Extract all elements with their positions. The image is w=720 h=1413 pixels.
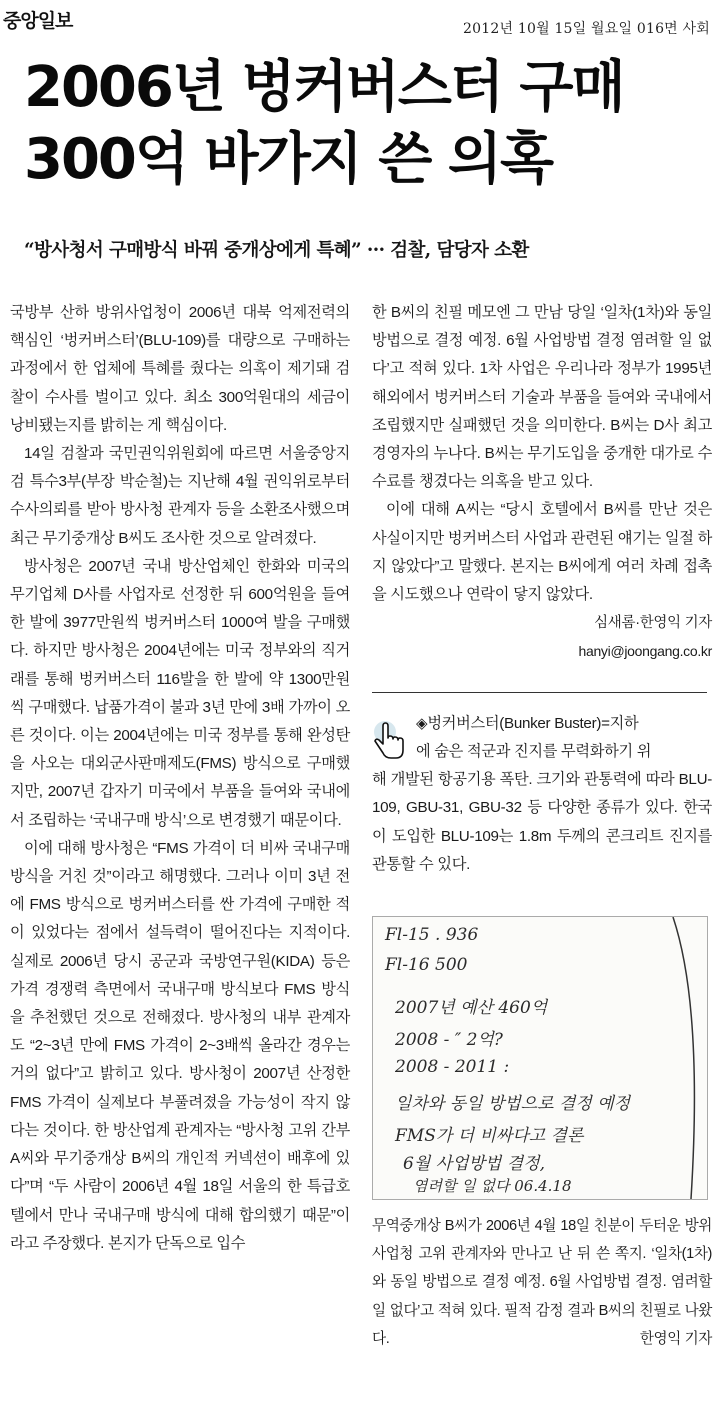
caption-text: 무역중개상 B씨가 2006년 4월 18일 친분이 두터운 방위사업청 고위 관계자와 만나고 난 뒤 쓴 쪽지. ‘일차(1차)와 동일 방법으로 결정 예정. 6월 사업방법 결정. 염려할 일 없다’고 적혀 있다. 필적 감정 결과 B씨의 친필로 나왔다. [372,1218,712,1347]
handwritten-memo-photo [372,916,708,1200]
section-divider [372,692,707,693]
memo-line: Fl-16 500 [385,955,468,975]
glossary-line-1: ◈벙커버스터(Bunker Buster)=지하 [416,715,639,732]
article-paragraph: 이에 대해 방사청은 “FMS 가격이 더 비싸 국내구매 방식을 거친 것”이라고 해명했다. 그러나 이미 3년 전에 FMS 방식으로 벙커버스터를 싼 가격에 구매한 적이 있었다는 점에서 설득력이 떨어진다는 지적이다. 실제로 2006년 당시 공군과 국방연구원(KIDA) 등은 가격 경쟁력 측면에서 국내구매 방식보다 FMS 방식을 추천했던 것으로 전해졌다. 방사청의 내부 관계자도 “2~3년 만에 FMS 가격이 2~3배씩 올라간 경우는 거의 없다”고 밝히고 있다. 방사청이 2007년 산정한 FMS 가격이 실제보다 부풀려졌을 가능성이 작지 않다는 것이다. 한 방산업계 관계자는 “방사청 고위 간부 A씨와 무기중개상 B씨의 개인적 커넥션이 배후에 있다”며 “두 사람이 2006년 4월 18일 서울의 한 특급호텔에서 만나 국내구매 방식에 대해 합의했기 때문”이라고 주장했다. 본지가 단독으로 입수 [10,839,350,1252]
glossary-definition [372,738,712,879]
memo-line: FMS가 더 비싸다고 결론 [395,1126,584,1146]
memo-line: 염려할 일 없다 06.4.18 [413,1177,572,1195]
photo-caption [372,1212,712,1353]
glossary-box [372,710,712,885]
article-paragraph: 이에 대해 A씨는 “당시 호텔에서 B씨를 만난 것은 사실이지만 벙커버스터 사업과 관련된 얘기는 일절 하지 않았다”고 말했다. 본지는 B씨에게 여러 차례 접촉을 시도했으나 연락이 닿지 않았다. [372,501,712,604]
article-paragraph: 14일 검찰과 국민권익위원회에 따르면 서울중앙지검 특수3부(부장 박순철)는 지난해 4월 권익위로부터 수사의뢰를 받아 방사청 관계자 등을 소환조사했으며 최근 무기중개상 B씨도 조사한 것으로 알려졌다. [10,445,350,547]
dateline: 2012년 10월 15일 월요일 016면 사회 [463,21,710,37]
article-column-left [10,299,350,1407]
article-paragraph: 국방부 산하 방위사업청이 2006년 대북 억제전력의 핵심인 ‘벙커버스터’(BLU-109)를 대량으로 구매하는 과정에서 한 업체에 특혜를 줬다는 의혹이 제기돼 검찰이 수사를 벌이고 있다. 최소 300억원대의 세금이 낭비됐는지를 밝히는 게 핵심이다. [10,304,350,434]
article-paragraph: 한 B씨의 친필 메모엔 그 만남 당일 ‘일차(1차)와 동일 방법으로 결정 예정. 6월 사업방법 결정 염려할 일 없다’고 적혀 있다. 1차 사업은 우리나라 정부가 1995년 해외에서 벙커버스터 기술과 부품을 들여와 국내에서 조립했지만 실패했던 것을 의미한다. B씨는 D사 최고경영자의 누나다. B씨는 무기도입을 중개한 대가로 수수료를 챙겼다는 의혹을 받고 있다. [372,304,712,491]
reporter-email: hanyi@joongang.co.kr [578,643,712,660]
memo-line: Fl-15 . 936 [385,925,479,945]
article-column-right [372,299,712,665]
memo-line: 6월 사업방법 결정, [403,1154,545,1174]
headline [24,52,714,196]
newspaper-masthead: 중앙일보 [3,10,73,32]
article-paragraph: 방사청은 2007년 국내 방산업체인 한화와 미국의 무기업체 D사를 사업자로 선정한 뒤 600억원을 들여 한 발에 3977만원씩 벙커버스터 1000여 발을 구매했다. 하지만 방사청은 2004년에는 미국 정부와의 직거래를 통해 벙커버스터 116발을 한 발에 약 1300만원씩 구매했다. 납품가격이 불과 3년 만에 3배 가까이 오른 것이다. 이는 2004년에는 미국 정부를 통해 완성탄을 사오는 대외군사판매제도(FMS) 방식으로 구매했지만, 2007년 갑자기 미국에서 부품을 들여와 국내에서 조립하는 ‘국내구매 방식’으로 변경했기 때문이다. [10,557,350,829]
glossary-term [416,710,712,738]
headline-line-1: 2006년 벙커버스터 구매 [24,55,624,120]
glossary-line-2: 에 숨은 적군과 진지를 무력화하기 위 [416,743,652,760]
headline-line-2: 300억 바가지 쓴 의혹 [24,127,553,192]
photo-credit: 한영익 기자 [639,1330,712,1347]
subheadline: “방사청서 구매방식 바꿔 중개상에게 특혜” ··· 검찰, 담당자 소환 [24,240,529,261]
memo-line: 2007년 예산 460억 [395,998,548,1018]
memo-line: 2008 - 2011 : [395,1057,510,1077]
memo-line: 일차와 동일 방법으로 결정 예정 [395,1094,631,1114]
glossary-rest: 해 개발된 항공기용 폭탄. 크기와 관통력에 따라 BLU-109, GBU-31, GBU-32 등 다양한 종류가 있다. 한국이 도입한 BLU-109는 1.8m 두께의 콘크리트 진지를 관통할 수 있다. [372,771,712,873]
byline: 심새롬·한영익 기자 [594,615,712,632]
memo-line: 2008 - ″ 2억? [395,1030,503,1050]
